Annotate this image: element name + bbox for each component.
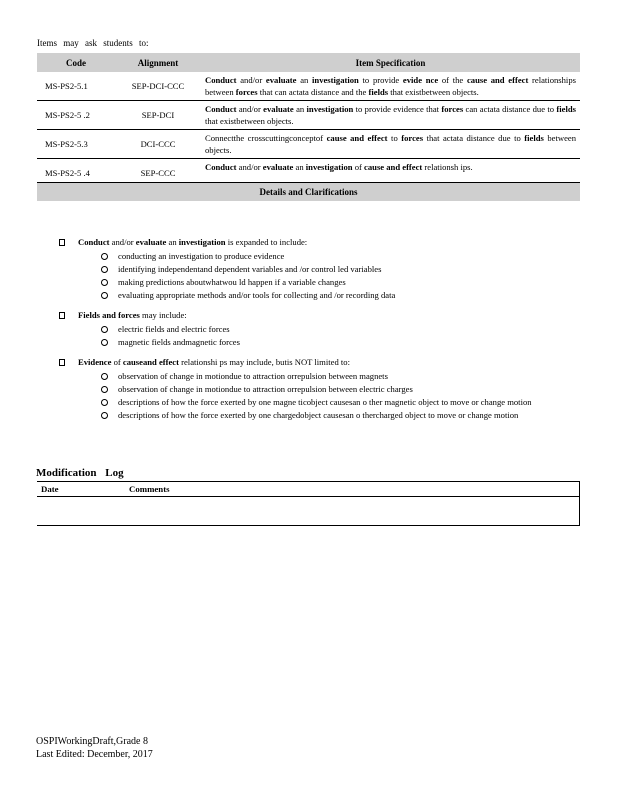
text-run: that existbetween objects. xyxy=(388,86,479,97)
text-run: relationsh ips. xyxy=(422,162,473,172)
square-bullet-icon xyxy=(59,239,65,246)
detail-sublist xyxy=(58,250,583,302)
list-item-text: descriptions of how the force exerted by one magne ticobject causesan o ther magnetic object to move or change motion xyxy=(118,397,532,407)
bold-term: forces xyxy=(441,104,464,114)
list-item xyxy=(118,263,583,276)
text-run: can actata distance due to xyxy=(463,104,557,114)
list-item-text: evaluating appropriate methods and/or tools for collecting and /or recording data xyxy=(118,290,396,300)
text-run: to provide xyxy=(358,75,403,85)
bold-term: evaluate xyxy=(265,75,297,85)
text-run: an xyxy=(296,75,313,85)
list-item xyxy=(118,370,583,383)
text-run: of xyxy=(111,357,123,367)
list-item xyxy=(118,383,583,396)
page-footer xyxy=(36,735,153,761)
date-cell xyxy=(37,497,125,526)
modification-log-empty-row xyxy=(37,497,580,526)
details-list xyxy=(58,236,583,429)
specification-cell xyxy=(201,159,580,183)
circle-bullet-icon xyxy=(101,399,108,406)
text-run: relationshi ps may include, butis NOT limited to: xyxy=(178,357,350,367)
list-item-text: magnetic fields andmagnetic forces xyxy=(118,337,240,347)
alignment-cell: DCI-CCC xyxy=(115,130,201,159)
bold-term: cause and effect xyxy=(364,162,423,172)
circle-bullet-icon xyxy=(101,373,108,380)
text-run: to xyxy=(387,133,402,143)
bold-term: cause and effect xyxy=(466,75,529,85)
detail-sublist xyxy=(58,370,583,422)
bold-term: investigation xyxy=(312,75,359,85)
circle-bullet-icon xyxy=(101,292,108,299)
circle-bullet-icon xyxy=(101,386,108,393)
text-run: and/or xyxy=(109,237,136,247)
text-run: an xyxy=(293,162,306,172)
table-header-row xyxy=(37,53,580,72)
bold-term: investigation xyxy=(305,162,353,172)
text-run: of xyxy=(352,162,365,172)
circle-bullet-icon xyxy=(101,253,108,260)
footer-last-edited: Last Edited: December, 2017 xyxy=(36,749,153,760)
circle-bullet-icon xyxy=(101,339,108,346)
intro-text: Items may ask students to: xyxy=(37,38,149,48)
comments-header: Comments xyxy=(125,482,580,497)
square-bullet-icon xyxy=(59,312,65,319)
footer-draft-label: OSPIWorkingDraft,Grade 8 xyxy=(36,736,148,747)
modification-log-title: Modification Log xyxy=(36,467,124,479)
detail-group-heading xyxy=(58,236,583,248)
circle-bullet-icon xyxy=(101,412,108,419)
clarifications-header: Details and Clarifications xyxy=(37,182,580,201)
item-specification-table xyxy=(37,53,580,201)
bold-term: investigation xyxy=(178,237,226,247)
modification-log-header-row xyxy=(37,482,580,497)
bold-term: Fields and forces xyxy=(78,310,140,320)
list-item xyxy=(118,289,583,302)
text-run: that can actata distance and the xyxy=(257,86,369,97)
table-row xyxy=(37,130,580,159)
detail-group-heading xyxy=(58,356,583,368)
list-item-text: making predictions aboutwhatwou ld happen if a variable changes xyxy=(118,277,346,287)
text-run: Connectthe crosscuttingconceptof xyxy=(205,133,327,143)
list-item-text: electric fields and electric forces xyxy=(118,324,230,334)
bold-term: Conduct xyxy=(78,237,110,247)
detail-group xyxy=(58,309,583,349)
specification-cell xyxy=(201,130,580,159)
bold-term: Conduct xyxy=(205,75,237,85)
alignment-cell: SEP-DCI xyxy=(115,101,201,130)
text-run: of the xyxy=(438,75,467,85)
code-header: Code xyxy=(37,53,115,72)
detail-group xyxy=(58,236,583,302)
text-run: between objects. xyxy=(205,133,577,155)
list-item-text: identifying independentand dependent variables and /or control led variables xyxy=(118,264,382,274)
bold-term: forces xyxy=(235,86,258,97)
bold-term: forces xyxy=(401,133,424,143)
modification-log-table xyxy=(37,481,580,526)
bold-term: evaluate xyxy=(263,104,294,114)
text-run: and/or xyxy=(236,162,263,172)
circle-bullet-icon xyxy=(101,279,108,286)
list-item-text: conducting an investigation to produce evidence xyxy=(118,251,285,261)
square-bullet-icon xyxy=(59,359,65,366)
list-item xyxy=(118,396,583,409)
spec-header: Item Specification xyxy=(201,53,580,72)
bold-term: Evidence xyxy=(78,357,112,367)
list-item xyxy=(118,336,583,349)
text-run: relationships between xyxy=(205,75,576,97)
bold-term: fields xyxy=(556,104,576,114)
code-cell: MS-PS2-5 .2 xyxy=(37,101,115,130)
bold-term: fields xyxy=(524,133,544,143)
list-item-text: observation of change in motiondue to attraction orrepulsion between magnets xyxy=(118,371,388,381)
list-item-text: descriptions of how the force exerted by one chargedobject causesan o thercharged object to move or change motion xyxy=(118,410,519,420)
text-run: that actata distance due to xyxy=(423,133,525,143)
list-item xyxy=(118,409,583,422)
code-cell: MS-PS2-5 .4 xyxy=(37,159,115,183)
bold-term: cause and effect xyxy=(326,133,388,143)
table-row xyxy=(37,101,580,130)
text-run: that existbetween objects. xyxy=(205,115,294,126)
code-cell: MS-PS2-5.1 xyxy=(37,72,115,101)
code-cell: MS-PS2-5.3 xyxy=(37,130,115,159)
bold-term: Conduct xyxy=(205,104,237,114)
text-run: and/or xyxy=(236,75,266,85)
bold-term: evide nce xyxy=(402,75,439,85)
detail-sublist xyxy=(58,323,583,349)
detail-group xyxy=(58,356,583,422)
alignment-header: Alignment xyxy=(115,53,201,72)
comments-cell xyxy=(125,497,580,526)
text-run: to provide evidence that xyxy=(353,104,442,114)
list-item-text: observation of change in motiondue to attraction orrepulsion between electric charges xyxy=(118,384,413,394)
text-run: an xyxy=(166,237,179,247)
detail-group-heading xyxy=(58,309,583,321)
text-run: is expanded to include: xyxy=(225,237,308,247)
circle-bullet-icon xyxy=(101,326,108,333)
specification-cell xyxy=(201,101,580,130)
text-run: and/or xyxy=(236,104,264,114)
clarifications-header-row xyxy=(37,182,580,201)
date-header: Date xyxy=(37,482,125,497)
text-run: an xyxy=(293,104,307,114)
table-row xyxy=(37,159,580,183)
alignment-cell: SEP-CCC xyxy=(115,159,201,183)
bold-term: investigation xyxy=(306,104,354,114)
specification-cell xyxy=(201,72,580,101)
list-item xyxy=(118,323,583,336)
bold-term: evaluate xyxy=(262,162,294,172)
bold-term: causeand effect xyxy=(122,357,179,367)
list-item xyxy=(118,250,583,263)
text-run: may include: xyxy=(139,310,187,320)
table-row xyxy=(37,72,580,101)
circle-bullet-icon xyxy=(101,266,108,273)
bold-term: fields xyxy=(368,86,389,97)
bold-term: Conduct xyxy=(205,162,237,172)
bold-term: evaluate xyxy=(135,237,167,247)
list-item xyxy=(118,276,583,289)
alignment-cell: SEP-DCI-CCC xyxy=(115,72,201,101)
